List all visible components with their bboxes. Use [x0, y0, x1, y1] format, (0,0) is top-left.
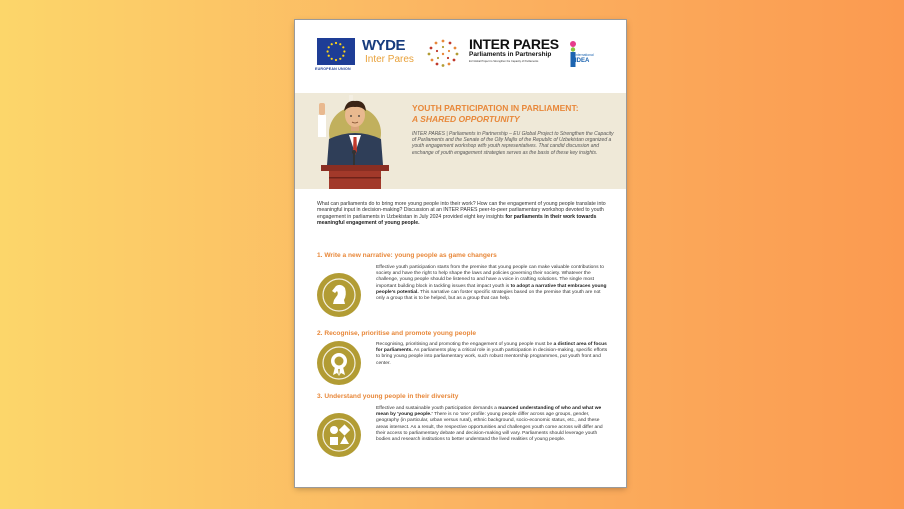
- section-2-body: [376, 342, 609, 367]
- chess-knight-icon: [317, 273, 361, 317]
- section-3-text-bold: nuanced understanding of who and what we mean by 'young people.': [376, 406, 602, 418]
- inter-pares-dots-icon: [424, 38, 462, 68]
- inter-pares-title: INTER PARES: [469, 36, 559, 52]
- section-3-body: [376, 406, 609, 443]
- intro-paragraph: [317, 201, 607, 227]
- section-2-title: 2. Recognise, prioritise and promote young people: [317, 330, 477, 337]
- section-1-text-b: This narrative can foster specific strategies based on the premise that youth are not only a group that is to be helped, but as a group that can help.: [376, 289, 601, 302]
- section-1-text-a: Effective youth participation starts from the premise that young people can make valuable contributions to society and have the right to help shape the laws and policies governing their society. Whatever the challenge, young people should be listened to and have a voice in crafting solutions. The single most important building block in tackling issues that impact youth is: [376, 265, 604, 289]
- intro-bold: for parliaments in their work towards meaningful engagement of young people.: [317, 213, 597, 227]
- section-1-body: [376, 265, 609, 302]
- idea-logo-big: IDEA: [575, 58, 590, 64]
- award-medal-icon: [317, 341, 361, 385]
- banner-title: YOUTH PARTICIPATION IN PARLIAMENT:: [412, 103, 579, 113]
- logo-row: [317, 36, 607, 88]
- section-1-text-bold: to adopt a narrative that embraces young people's potential.: [376, 283, 607, 295]
- section-2-text-a: Recognising, prioritising and promoting the engagement of young people must be: [376, 342, 554, 347]
- section-3-text-b: There is no 'one' profile: young people differ across age groups, gender, geography (in particular, urban versus rural), ethnic background, socio-economic status, etc., and these areas intersect. As a result, the respective opportunities and challenges youth come across will differ and their access to parliamentary debate and decision-making will vary. Parliaments should leverage youth bodies and research institutions to better understand the lived realities of young people.: [376, 412, 603, 443]
- section-2-text-bold: a distinct area of focus for parliaments.: [376, 342, 607, 354]
- intro-text: What can parliaments do to bring more young people into their work? How can the engagement of young people translate into meaningful input in decision-making? Discussion at an INTER PARES peer-to-peer parliamentary workshop devoted to youth engagement in parliaments in Uzbekistan in July 2024 provided eight key insights: [317, 201, 606, 220]
- banner-body: INTER PARES | Parliaments in Partnership – EU Global Project to Strengthen the Capacity of Parliaments and the Senate of the Oliy Majlis of the Republic of Uzbekistan organized a youth engagement workshop with youth representatives. That candid discussion and exchange of youth engagement strategies serves as the basis of these key insights.: [412, 131, 614, 156]
- banner-subtitle: A SHARED OPPORTUNITY: [412, 114, 520, 124]
- inter-pares-subtitle: Parliaments in Partnership: [469, 51, 552, 58]
- wyde-logo-title: WYDE: [362, 37, 405, 54]
- document-page: [295, 20, 626, 487]
- wyde-logo-subtitle: Inter Pares: [365, 54, 414, 65]
- section-3-text-a: Effective and sustainable youth participation demands a: [376, 406, 499, 411]
- idea-logo-small: International: [575, 53, 594, 57]
- eu-caption: EUROPEAN UNION: [315, 67, 351, 71]
- speaker-illustration: [309, 95, 401, 189]
- eu-flag-icon: [317, 38, 355, 65]
- inter-pares-tagline: EU Global Project to Strengthen the Capacity of Parliaments: [469, 60, 539, 63]
- section-1-title: 1. Write a new narrative: young people as game changers: [317, 252, 497, 259]
- section-2-text-b: As parliaments play a critical role in youth participation in decision-making, specific efforts to bring young people into parliamentary work, such robust mentorship programmes, put youth front and center.: [376, 348, 608, 366]
- header-banner: [295, 93, 626, 189]
- section-3-title: 3. Understand young people in their diversity: [317, 393, 459, 400]
- shapes-icon: [317, 413, 361, 457]
